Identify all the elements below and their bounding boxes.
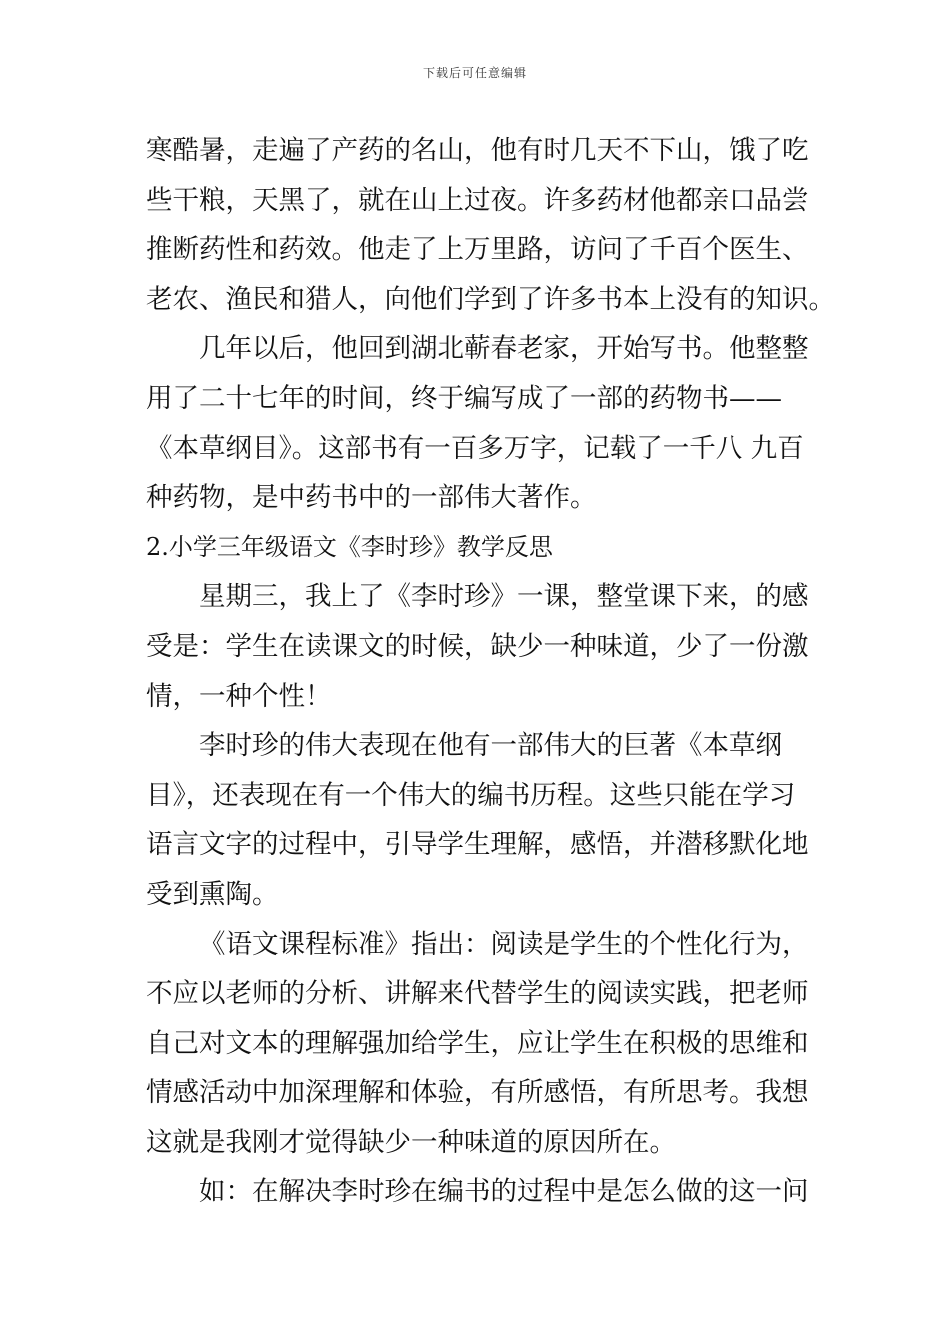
text-line: 李时珍的伟大表现在他有一部伟大的巨著《本草纲 — [199, 730, 782, 762]
text-line: 寒酷暑，走遍了产药的名山，他有时几天不下山，饿了吃 — [146, 135, 809, 166]
text-line: 语言文字的过程中，引导学生理解，感悟，并潜移默化地 — [146, 829, 809, 861]
text-line: 这就是我刚才觉得缺少一种味道的原因所在。 — [146, 1126, 676, 1158]
text-line: 种药物，是中药书中的一部伟大著作。 — [146, 482, 597, 514]
text-line: 受到熏陶。 — [146, 878, 279, 910]
text-line: 情感活动中加深理解和体验，有所感悟，有所思考。我想 — [146, 1077, 809, 1109]
text-line: 《本草纲目》。这部书有一百多万字，记载了一千八 九百 — [146, 432, 804, 464]
paragraph — [146, 572, 816, 721]
text-line: 情，一种个性！ — [146, 680, 332, 712]
document-body — [146, 126, 835, 1217]
section-heading: 2.小学三年级语文《李时珍》教学反思 — [146, 532, 553, 561]
page-header-note: 下载后可任意编辑 — [422, 66, 527, 80]
text-line: 受是：学生在读课文的时候，缺少一种味道，少了一份激 — [146, 630, 809, 662]
text-line: 目》，还表现在有一个伟大的编书历程。这些只能在学习 — [146, 779, 796, 811]
text-line: 如：在解决李时珍在编书的过程中是怎么做的这一问 — [199, 1176, 809, 1208]
paragraph — [146, 324, 816, 522]
paragraph — [146, 920, 816, 1168]
text-line: 些干粮，天黑了，就在山上过夜。许多药材他都亲口品尝 — [146, 184, 809, 216]
text-line: 自己对文本的理解强加给学生，应让学生在积极的思维和 — [146, 1027, 809, 1059]
text-line: 老农、渔民和猎人，向他们学到了许多书本上没有的知识。 — [146, 283, 835, 315]
paragraph — [146, 1167, 816, 1217]
paragraph — [146, 126, 835, 324]
text-line: 几年以后，他回到湖北蕲春老家，开始写书。他整整 — [199, 333, 809, 365]
text-line: 推断药性和药效。他走了上万里路，访问了千百个医生、 — [146, 234, 809, 266]
paragraph — [146, 721, 816, 919]
text-line: 星期三，我上了《李时珍》一课，整堂课下来，的感 — [199, 581, 809, 613]
text-line: 《语文课程标准》指出：阅读是学生的个性化行为， — [199, 928, 809, 960]
text-line: 用了二十七年的时间，终于编写成了一部的药物书—— — [146, 382, 782, 414]
text-line: 不应以老师的分析、讲解来代替学生的阅读实践，把老师 — [146, 978, 809, 1010]
